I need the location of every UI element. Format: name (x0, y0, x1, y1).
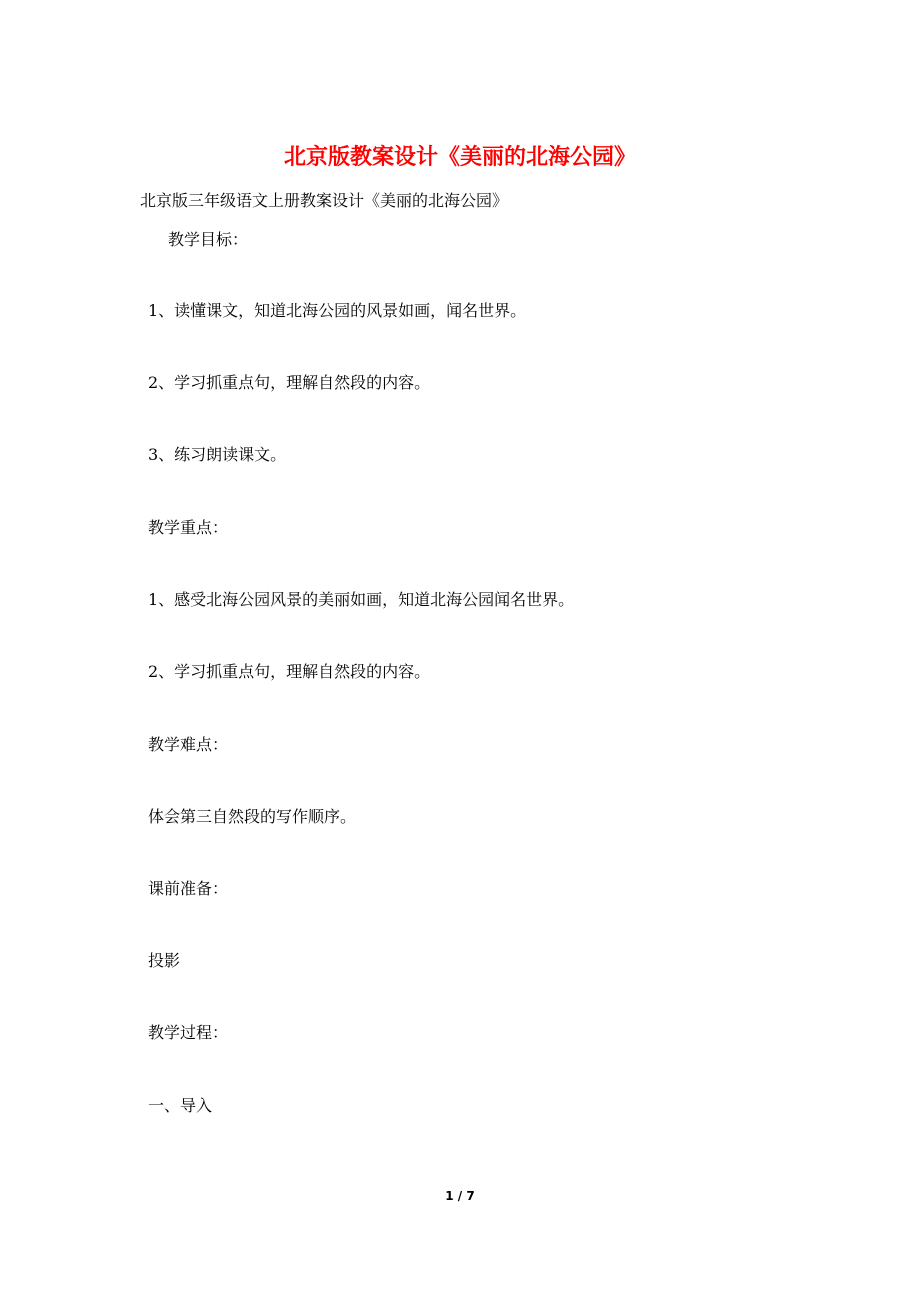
page-indicator: 1 / 7 (445, 1189, 475, 1203)
process-step-1: 一、导入 (148, 1096, 213, 1115)
document-subtitle: 北京版三年级语文上册教案设计《美丽的北海公园》 (140, 191, 509, 210)
key-point-item-1: 1、感受北海公园风景的美丽如画，知道北海公园闻名世界。 (148, 590, 575, 609)
document-title: 北京版教案设计《美丽的北海公园》 (283, 144, 636, 170)
heading-difficulties: 教学难点： (148, 735, 229, 754)
difficulty-item: 体会第三自然段的写作顺序。 (148, 807, 357, 826)
objective-item-1: 1、读懂课文，知道北海公园的风景如画，闻名世界。 (148, 301, 527, 320)
heading-teaching-objectives: 教学目标： (168, 230, 249, 249)
heading-teaching-process: 教学过程： (148, 1023, 229, 1042)
objective-item-3: 3、练习朗读课文。 (148, 445, 287, 464)
heading-key-points: 教学重点： (148, 518, 229, 537)
heading-preparation: 课前准备： (148, 879, 229, 898)
preparation-item: 投影 (148, 951, 181, 970)
key-point-item-2: 2、学习抓重点句，理解自然段的内容。 (148, 662, 431, 681)
objective-item-2: 2、学习抓重点句，理解自然段的内容。 (148, 373, 431, 392)
